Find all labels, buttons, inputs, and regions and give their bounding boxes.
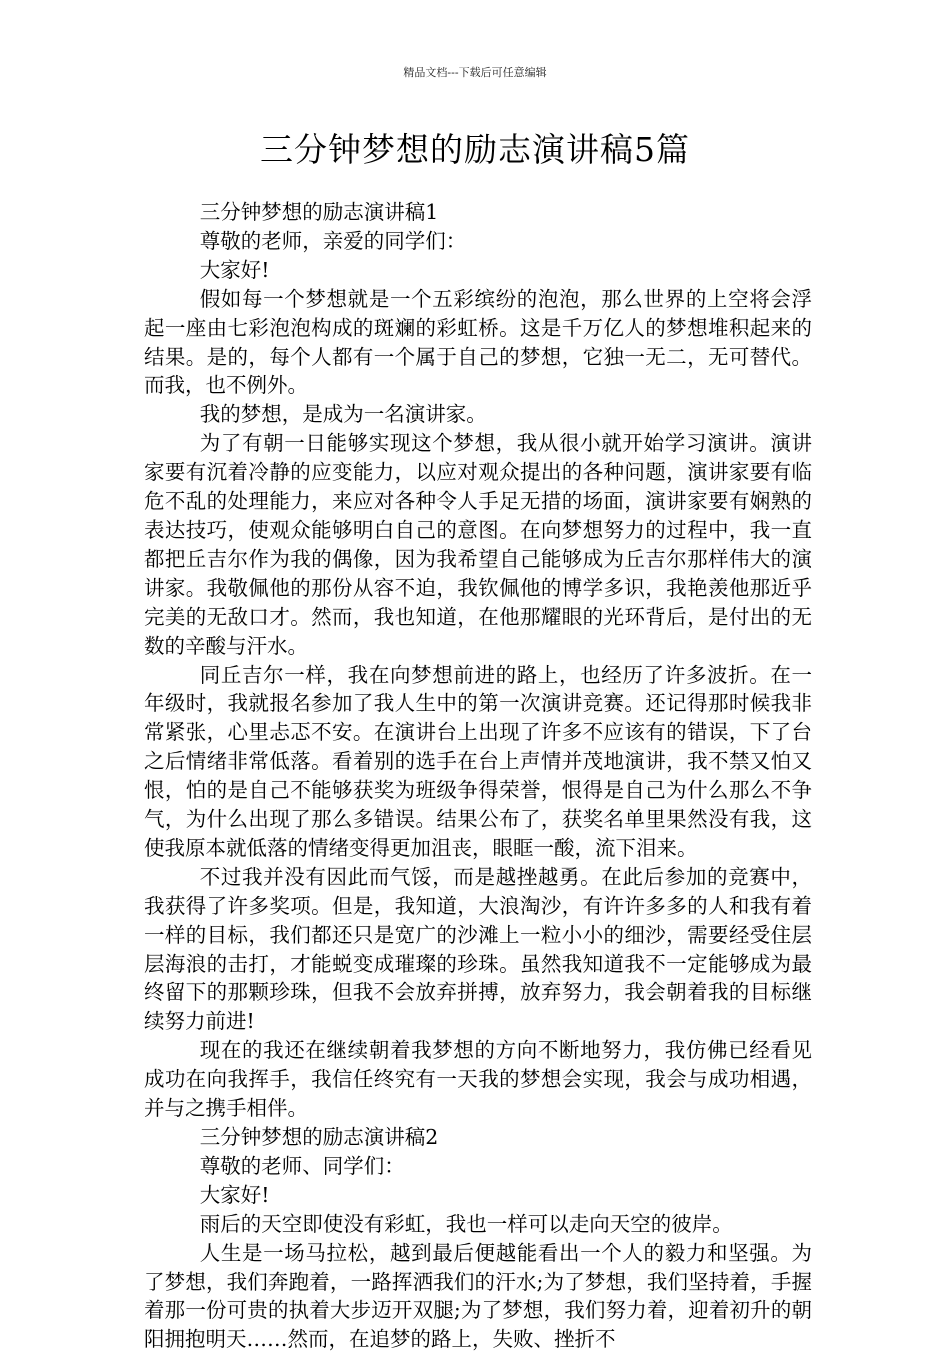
- body-paragraph: 为了有朝一日能够实现这个梦想，我从很小就开始学习演讲。演讲家要有沉着冷静的应变能力，以应对观众提出的各种问题，演讲家要有临危不乱的处理能力，来应对各种令人手足无措的场面，演讲家要有娴熟的表达技巧，使观众能够明白自己的意图。在向梦想努力的过程中，我一直都把丘吉尔作为我的偶像，因为我希望自己能够成为丘吉尔那样伟大的演讲家。我敬佩他的那份从容不迫，我钦佩他的博学多识，我艳羡他那近乎完美的无敌口才。然而，我也知道，在他那耀眼的光环背后，是付出的无数的辛酸与汗水。: [144, 431, 812, 658]
- speech-2-heading: 三分钟梦想的励志演讲稿2: [199, 1125, 439, 1149]
- speech-1-heading: 三分钟梦想的励志演讲稿1: [199, 200, 439, 224]
- body-paragraph: 同丘吉尔一样，我在向梦想前进的路上，也经历了许多波折。在一年级时，我就报名参加了我人生中的第一次演讲竞赛。还记得那时候我非常紧张，心里忐忑不安。在演讲台上出现了许多不应该有的错误，下了台之后情绪非常低落。看着别的选手在台上声情并茂地演讲，我不禁又怕又恨，怕的是自己不能够获奖为班级争得荣誉，恨得是自己为什么那么不争气，为什么出现了那么多错误。结果公布了，获奖名单里果然没有我，这使我原本就低落的情绪变得更加沮丧，眼眶一酸，流下泪来。: [144, 662, 812, 860]
- body-paragraph: 现在的我还在继续朝着我梦想的方向不断地努力，我仿佛已经看见成功在向我挥手，我信任终究有一天我的梦想会实现，我会与成功相遇，并与之携手相伴。: [144, 1038, 812, 1121]
- body-paragraph: 我的梦想，是成为一名演讲家。: [199, 402, 487, 427]
- document-title: 三分钟梦想的励志演讲稿5篇: [260, 130, 690, 169]
- page-header-note: 精品文档---下载后可任意编辑: [403, 66, 547, 79]
- speech-1-salutation: 尊敬的老师，亲爱的同学们：: [199, 228, 467, 253]
- speech-2-salutation: 尊敬的老师、同学们：: [199, 1153, 405, 1178]
- document-body: [144, 198, 812, 1354]
- body-paragraph: 不过我并没有因此而气馁，而是越挫越勇。在此后参加的竞赛中，我获得了许多奖项。但是，我知道，大浪淘沙，有许许多多的人和我有着一样的目标，我们都还只是宽广的沙滩上一粒小小的细沙，需要经受住层层海浪的击打，才能蜕变成璀璨的珍珠。虽然我知道我不一定能够成为最终留下的那颗珍珠，但我不会放弃拼搏，放弃努力，我会朝着我的目标继续努力前进!: [144, 864, 812, 1034]
- speech-2-greeting: 大家好!: [199, 1182, 270, 1207]
- speech-1-greeting: 大家好!: [199, 257, 270, 282]
- body-paragraph: 人生是一场马拉松，越到最后便越能看出一个人的毅力和坚强。为了梦想，我们奔跑着，一路挥洒我们的汗水;为了梦想，我们坚持着，手握着那一份可贵的执着大步迈开双腿;为了梦想，我们努力着，迎着初升的朝阳拥抱明天……然而，在追梦的路上，失败、挫折不: [144, 1240, 812, 1352]
- body-paragraph: 雨后的天空即使没有彩虹，我也一样可以走向天空的彼岸。: [199, 1211, 733, 1236]
- body-paragraph: 假如每一个梦想就是一个五彩缤纷的泡泡，那么世界的上空将会浮起一座由七彩泡泡构成的斑斓的彩虹桥。这是千万亿人的梦想堆积起来的结果。是的，每个人都有一个属于自己的梦想，它独一无二，无可替代。而我，也不例外。: [144, 286, 812, 398]
